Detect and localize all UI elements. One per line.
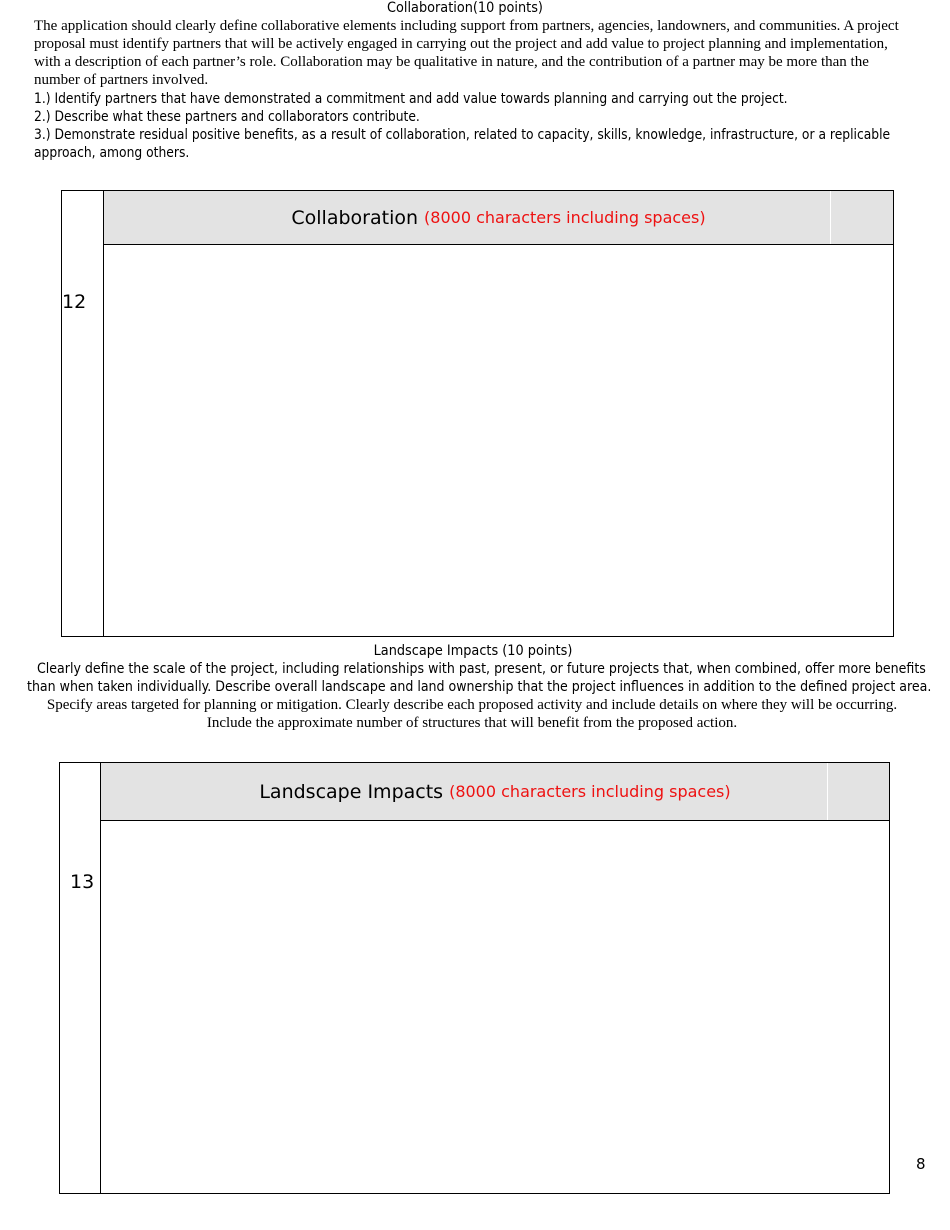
collaboration-item-1: 1.) Identify partners that have demonstrated a commitment and add value towards planning and carrying out the project. xyxy=(34,91,788,107)
landscape-intro-line-3: Specify areas targeted for planning or mitigation. Clearly describe each proposed activity and include details on where they will be occurring. xyxy=(46,697,898,713)
landscape-intro-line-1: Clearly define the scale of the project, including relationships with past, present, or future projects that, when combined, offer more benefits xyxy=(37,661,926,677)
collaboration-table-title: Collaboration xyxy=(291,206,419,229)
landscape-char-limit: (8000 characters including spaces) xyxy=(449,782,731,801)
landscape-intro-line-2: than when taken individually. Describe overall landscape and land ownership that the project influences in addition to the defined project area. xyxy=(27,679,932,695)
landscape-table-title: Landscape Impacts xyxy=(259,780,444,803)
landscape-answer-area[interactable] xyxy=(101,821,889,1193)
landscape-row-number-cell xyxy=(60,763,101,1193)
landscape-row-number: 13 xyxy=(70,871,95,893)
collaboration-intro: The application should clearly define collaborative elements including support from partners, agencies, landowners, and communities. A project proposal must identify partners that will be actively engaged in carrying out the project and add value to project planning and implementation, with a description of each partner’s role. Collaboration may be qualitative in nature, and the contribution of a partner may be more than the number of partners involved. xyxy=(34,18,899,88)
collaboration-item-2: 2.) Describe what these partners and collaborators contribute. xyxy=(34,109,420,125)
collaboration-table-header xyxy=(104,191,893,245)
collaboration-char-limit: (8000 characters including spaces) xyxy=(424,208,706,227)
landscape-heading: Landscape Impacts (10 points) xyxy=(373,643,573,659)
collaboration-answer-area[interactable] xyxy=(104,245,893,636)
header-column-divider xyxy=(827,763,828,820)
landscape-table-header xyxy=(101,763,889,821)
page-number: 8 xyxy=(916,1155,926,1173)
collaboration-row-number: 12 xyxy=(62,291,87,313)
collaboration-item-3-continued: approach, among others. xyxy=(34,145,190,161)
collaboration-table xyxy=(61,190,894,637)
header-column-divider xyxy=(830,191,831,244)
landscape-table xyxy=(59,762,890,1194)
collaboration-item-3: 3.) Demonstrate residual positive benefits, as a result of collaboration, related to capacity, skills, knowledge, infrastructure, or a replicable xyxy=(34,127,891,143)
landscape-intro-line-4: Include the approximate number of structures that will benefit from the proposed action. xyxy=(206,715,738,731)
collaboration-row-number-cell xyxy=(62,191,104,636)
collaboration-heading: Collaboration(10 points) xyxy=(387,0,543,16)
